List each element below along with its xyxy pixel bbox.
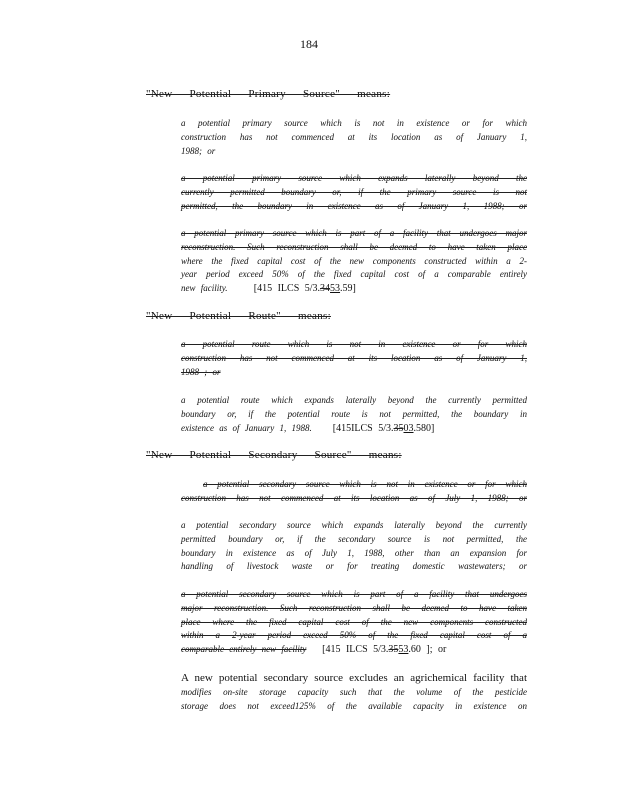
citation-prefix: [415ILCS 5/3.	[332, 422, 394, 434]
clause-line-deleted: reconstruction. Such reconstruction shall be deemed to have taken place	[181, 241, 527, 252]
clause-line: a potential primary source which expands laterally beyond the	[181, 173, 527, 183]
clause-line: year period exceed 50% of the fixed capital cost of a comparable entirely	[181, 269, 527, 280]
secondary-source-clause-3-deleted	[181, 588, 527, 657]
citation-deleted-number: 34	[320, 283, 331, 295]
clause-line: a potential secondary source which expands laterally beyond the currently	[181, 520, 527, 530]
citation-deleted-number: 35	[388, 644, 399, 656]
citation-suffix: .59]	[340, 283, 356, 295]
clause-line-deleted: a potential secondary source which is part of a facility that undergoes	[181, 589, 527, 599]
route-clause-1-deleted	[181, 338, 527, 379]
statute-citation	[322, 644, 446, 655]
clause-text: existence as of January 1, 1988.	[181, 422, 312, 433]
clause-line	[181, 282, 527, 296]
definition-heading-new-potential-route: "New Potential Route" means:	[146, 310, 331, 322]
definition-heading-new-potential-primary-source: "New Potential Primary Source" means:	[146, 88, 391, 100]
citation-inserted-number: 53	[398, 644, 409, 656]
clause-line: where the fixed capital cost of the new components constructed within a 2-	[181, 255, 527, 266]
citation-inserted-number: 53	[330, 283, 341, 295]
citation-suffix: .580]	[413, 422, 435, 434]
page-number: 184	[300, 37, 318, 51]
secondary-source-clause-2	[181, 519, 527, 574]
clause-line: boundary in existence as of July 1, 1988, other than an expansion for	[181, 547, 527, 558]
clause-line-deleted: within a 2-year period exceed 50% of the fixed capital cost of a	[181, 630, 527, 641]
citation-prefix: [415 ILCS 5/3.	[253, 283, 321, 295]
clause-text: new facility.	[181, 283, 228, 294]
clause-line-deleted: a potential primary source which is part of a facility that undergoes major	[181, 228, 527, 238]
citation-prefix: [415 ILCS 5/3.	[322, 644, 389, 656]
citation-suffix: .60 ]; or	[408, 644, 447, 656]
primary-source-clause-3	[181, 227, 527, 296]
primary-source-clause-2-deleted	[181, 172, 527, 213]
secondary-source-clause-1-deleted	[181, 478, 527, 506]
clause-line: a potential primary source which is not in existence or for which	[181, 118, 527, 128]
citation-inserted-number: 03	[403, 422, 414, 434]
definition-heading-new-potential-secondary-source: "New Potential Secondary Source" means:	[146, 449, 402, 461]
clause-line: storage does not exceed125% of the available capacity in existence on	[181, 700, 527, 711]
clause-line: A new potential secondary source excludes an agrichemical facility that	[181, 672, 527, 684]
clause-line: construction has not commenced at its location as of January 1,	[181, 352, 527, 363]
clause-line: handling of livestock waste or for treating domestic wastewaters; or	[181, 561, 527, 572]
clause-line: permitted, the boundary in existence as of January 1, 1988; or	[181, 200, 527, 211]
clause-line-deleted: major reconstruction. Such reconstruction shall be deemed to have taken	[181, 602, 527, 613]
statute-citation	[254, 283, 356, 294]
route-clause-2	[181, 394, 527, 435]
clause-line: a potential route which expands laterally beyond the currently permitted	[181, 395, 527, 405]
clause-line: permitted boundary or, if the secondary source is not permitted, the	[181, 533, 527, 544]
statute-citation	[333, 423, 435, 434]
clause-line	[181, 422, 527, 436]
clause-line: 1988; or	[181, 145, 216, 156]
clause-line	[181, 643, 527, 657]
clause-line: a potential secondary source which is not in existence or for which	[203, 479, 527, 489]
clause-line: a potential route which is not in existence or for which	[181, 339, 527, 349]
clause-line: 1988 ; or	[181, 366, 221, 377]
citation-deleted-number: 35	[393, 422, 404, 434]
clause-text-deleted: comparable entirely new facility	[181, 644, 307, 655]
secondary-source-exclusion-clause	[181, 671, 527, 714]
clause-line: construction has not commenced at its location as of July 1, 1988; or	[181, 492, 527, 503]
clause-line: construction has not commenced at its location as of January 1,	[181, 131, 527, 142]
clause-line: boundary or, if the potential route is not permitted, the boundary in	[181, 408, 527, 419]
clause-line: modifies on-site storage capacity such that the volume of the pesticide	[181, 687, 527, 697]
clause-line: currently permitted boundary or, if the primary source is not	[181, 186, 527, 197]
clause-line-deleted: place where the fixed capital cost of the new components constructed	[181, 616, 527, 627]
primary-source-clause-1	[181, 117, 527, 158]
